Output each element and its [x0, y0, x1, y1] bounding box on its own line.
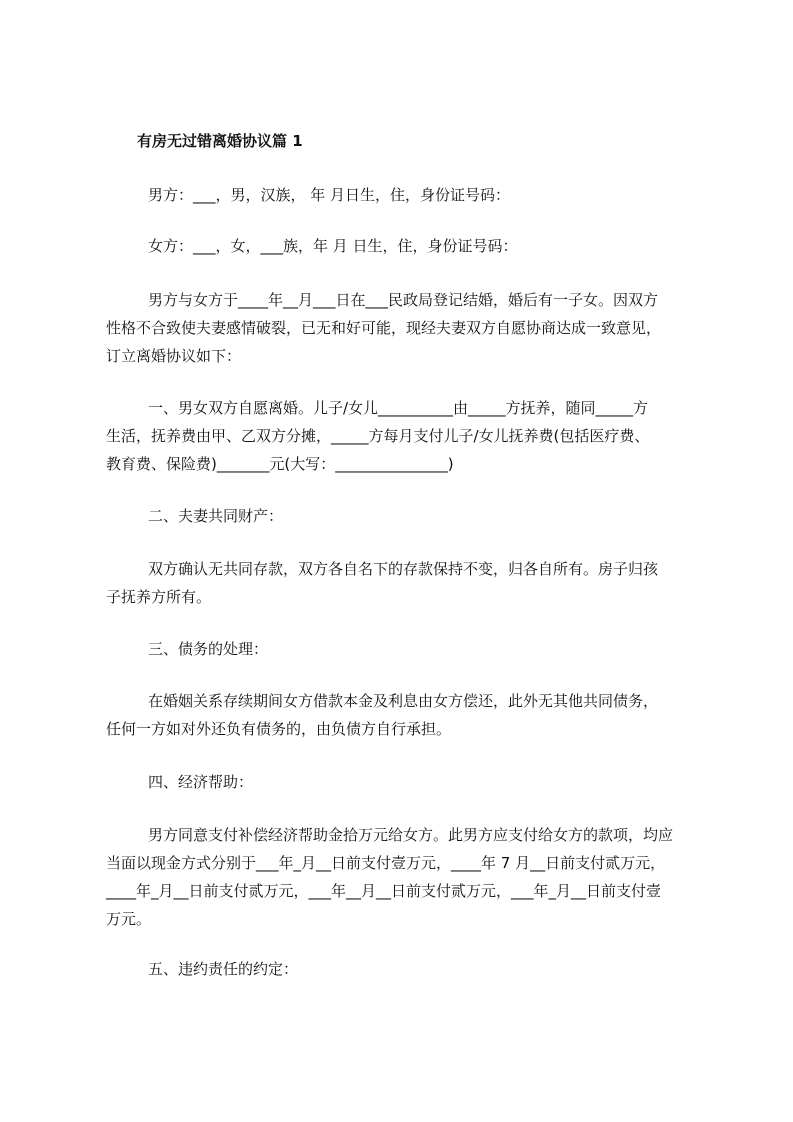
- section3-heading: 三、债务的处理：: [148, 640, 269, 658]
- section4-heading: 四、经济帮助：: [148, 773, 254, 791]
- intro-line-1: 男方与女方于____年__月___日在___民政局登记结婚，婚后有一子女。因双方: [148, 291, 659, 309]
- intro-line-2: 性格不合致使夫妻感情破裂，已无和好可能，现经夫妻双方自愿协商达成一致意见，: [106, 319, 662, 337]
- document-title: 有房无过错离婚协议篇 1: [137, 132, 303, 150]
- party-female-line: 女方：___，女，___族，年 月 日生，住，身份证号码：: [148, 237, 518, 255]
- section4-line-2: 当面以现金方式分别于___年_月__日前支付壹万元，____年 7 月__日前支付贰万元，: [106, 854, 666, 872]
- section3-line-2: 任何一方如对外还负有债务的，由负债方自行承担。: [106, 720, 452, 738]
- section2-heading: 二、夫妻共同财产：: [148, 507, 284, 525]
- section3-line-1: 在婚姻关系存续期间女方借款本金及利息由女方偿还，此外无其他共同债务，: [148, 692, 659, 710]
- section2-line-2: 子抚养方所有。: [106, 588, 212, 606]
- section1-line-3: 教育费、保险费)_______元(大写：_______________): [106, 455, 454, 473]
- section1-line-1: 一、男女双方自愿离婚。儿子/女儿__________由_____方抚养，随同_____方: [148, 399, 649, 417]
- section4-line-3: ____年_月__日前支付贰万元，___年__月__日前支付贰万元，___年_月__日前支付壹: [106, 882, 662, 900]
- section1-line-2: 生活，抚养费由甲、乙双方分摊，_____方每月支付儿子/女儿抚养费(包括医疗费、: [106, 427, 650, 445]
- intro-line-3: 订立离婚协议如下：: [106, 347, 242, 365]
- section5-heading: 五、违约责任的约定：: [148, 960, 299, 978]
- party-male-line: 男方：___，男，汉族， 年 月日生，住，身份证号码：: [148, 186, 511, 204]
- section4-line-1: 男方同意支付补偿经济帮助金拾万元给女方。此男方应支付给女方的款项，均应: [148, 826, 674, 844]
- section2-line-1: 双方确认无共同存款，双方各自名下的存款保持不变，归各自所有。房子归孩: [148, 560, 659, 578]
- section4-line-4: 万元。: [106, 910, 152, 928]
